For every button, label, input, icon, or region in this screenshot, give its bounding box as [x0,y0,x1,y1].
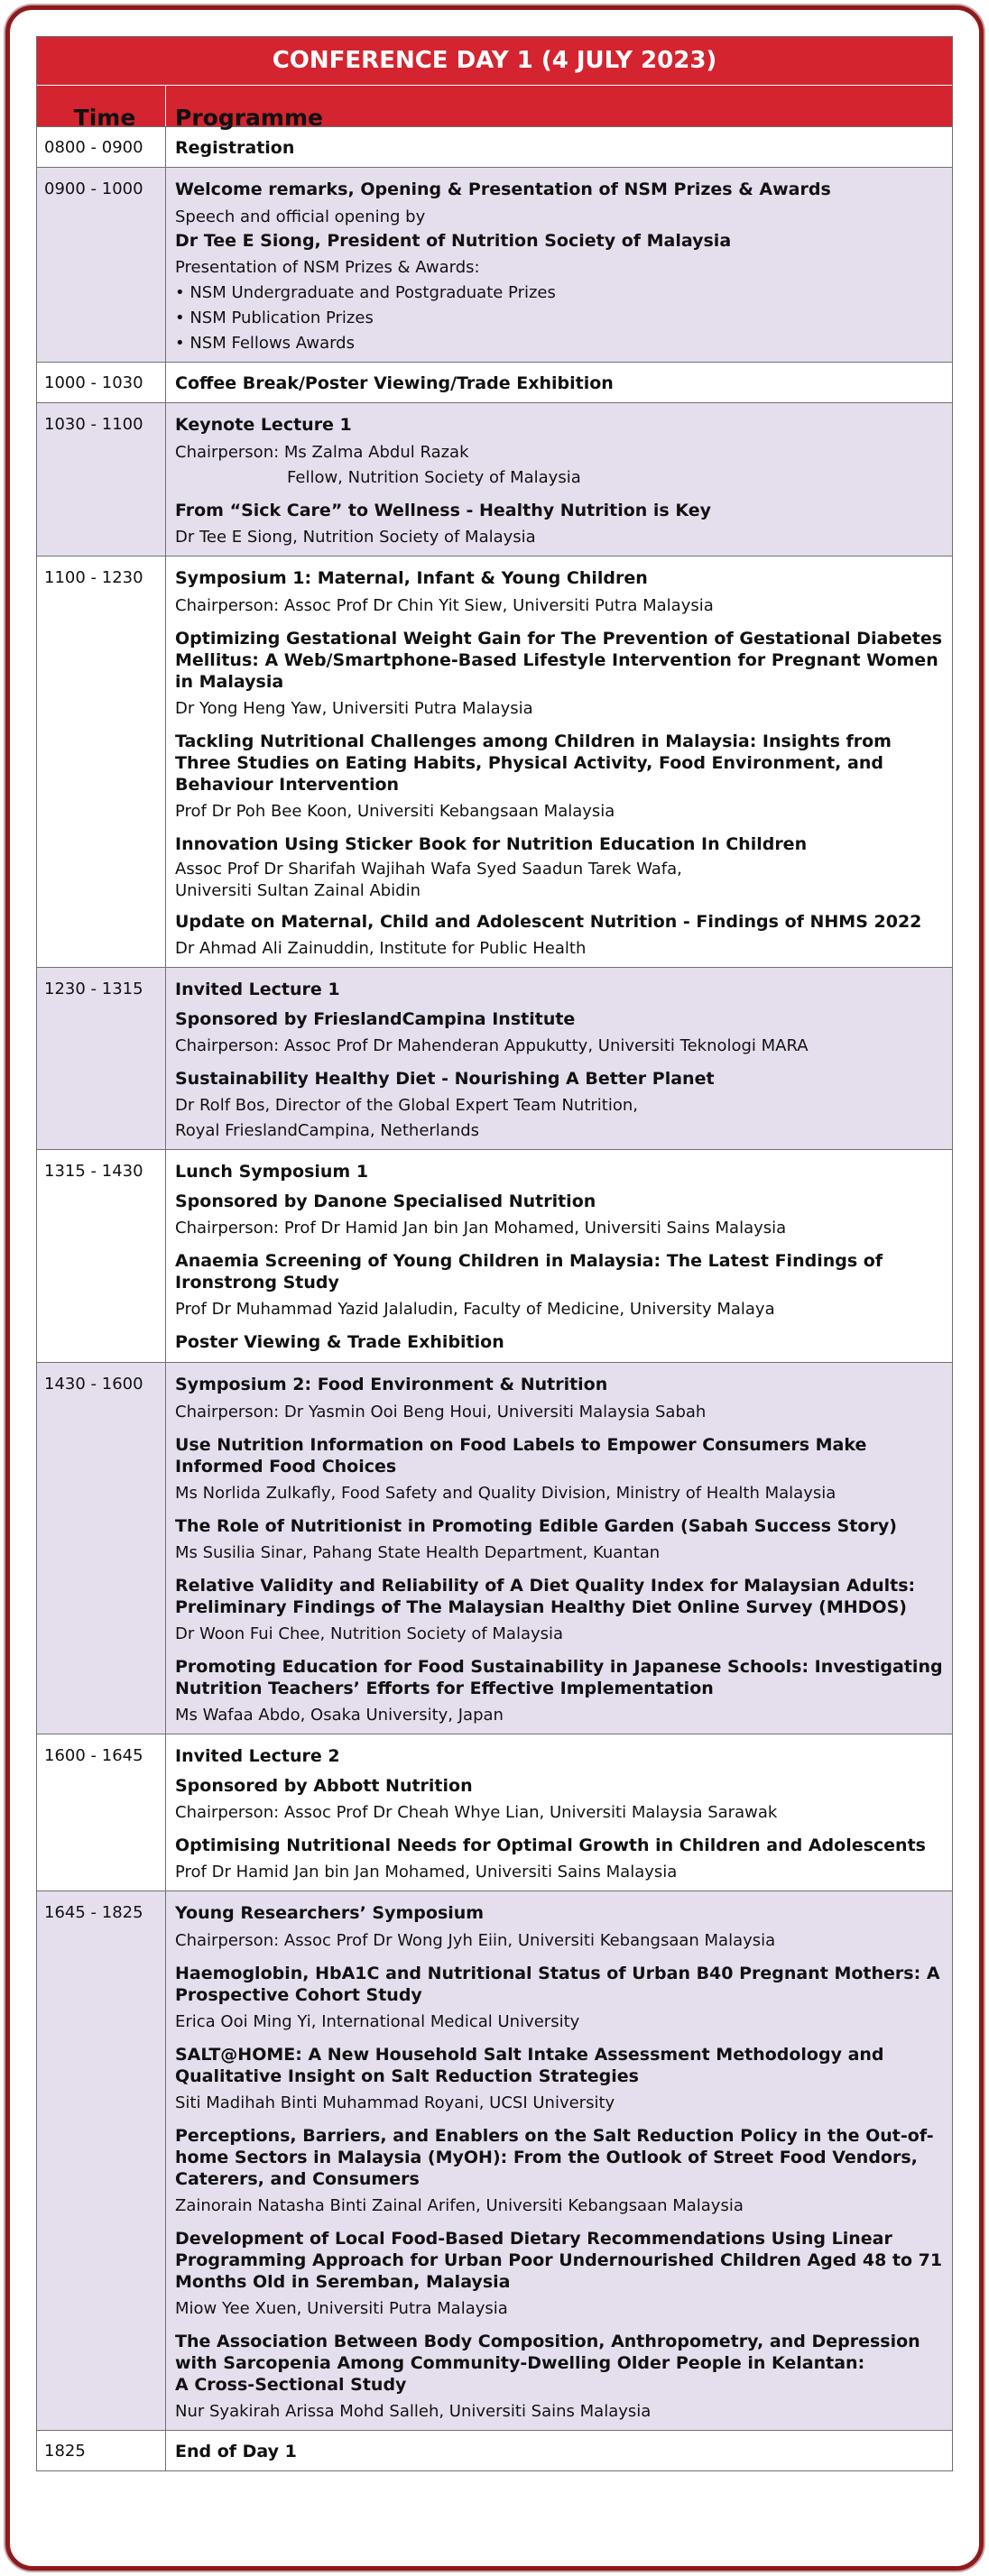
table-row [37,1149,952,1362]
row-programme [166,403,952,556]
session-heading: Lunch Symposium 1 [175,1162,369,1182]
session-heading: Coffee Break/Poster Viewing/Trade Exhibition [175,373,614,393]
list-item: • NSM Fellows Awards [175,331,945,356]
talk-title: Anaemia Screening of Young Children in Malaysia: The Latest Findings of Ironstrong Study [175,1251,883,1293]
talk-speaker: Zainorain Natasha Binti Zainal Arifen, Universiti Kebangsaan Malaysia [175,2196,744,2215]
session-text: Speech and official opening by [175,207,426,226]
row-time: 1645 - 1825 [37,1891,166,2430]
table-row [37,1362,952,1734]
row-time: 0800 - 0900 [37,127,166,167]
talk-title: Use Nutrition Information on Food Labels to Empower Consumers Make Informed Food Choices [175,1435,867,1477]
session-heading: Symposium 1: Maternal, Infant & Young Children [175,568,648,588]
row-time: 0900 - 1000 [37,168,166,362]
talk-title: Optimizing Gestational Weight Gain for The Prevention of Gestational Diabetes Mellitus: A Web/Smartphone-Based Lifestyle Intervention for Pregnant Women in Malaysia [175,629,943,692]
table-row [37,967,952,1149]
list-item: • NSM Undergraduate and Postgraduate Prizes [175,281,945,306]
row-programme [166,557,952,967]
session-heading: End of Day 1 [175,2442,297,2461]
table-row [37,1891,952,2430]
session-text: Presentation of NSM Prizes & Awards: [175,258,480,277]
talk-speaker-affiliation: Royal FrieslandCampina, Netherlands [175,1121,480,1140]
col-header-time: Time [37,86,166,126]
row-programme [166,1891,952,2430]
row-time: 1600 - 1645 [37,1734,166,1891]
talk-title: Innovation Using Sticker Book for Nutrition Education In Children [175,834,808,854]
talk-title: The Role of Nutritionist in Promoting Edible Garden (Sabah Success Story) [175,1516,897,1536]
chairperson: Chairperson: Assoc Prof Dr Mahenderan Appukutty, Universiti Teknologi MARA [175,1036,809,1055]
talk-speaker: Prof Dr Hamid Jan bin Jan Mohamed, Universiti Sains Malaysia [175,1863,678,1881]
table-row [37,362,952,402]
talk-title: Development of Local Food-Based Dietary Recommendations Using Linear Programming Approach for Urban Poor Undernourished Children Aged 48 to 71 Months Old in Seremban, Malaysia [175,2229,943,2292]
talk-title-continued: A Cross-Sectional Study [175,2375,407,2395]
speaker-name: Dr Tee E Siong, President of Nutrition Society of Malaysia [175,231,732,251]
chairperson: Chairperson: Assoc Prof Dr Chin Yit Siew, Universiti Putra Malaysia [175,596,714,615]
talk-speaker: Dr Woon Fui Chee, Nutrition Society of Malaysia [175,1624,564,1643]
row-time: 1230 - 1315 [37,968,166,1149]
row-time: 1825 [37,2431,166,2470]
talk-title: From “Sick Care” to Wellness - Healthy Nutrition is Key [175,501,712,520]
talk-speaker-affiliation: Universiti Sultan Zainal Abidin [175,881,421,900]
table-row [37,167,952,362]
row-time: 1315 - 1430 [37,1150,166,1362]
talk-speaker: Nur Syakirah Arissa Mohd Salleh, Universiti Sains Malaysia [175,2402,652,2421]
sponsor-text: Sponsored by Abbott Nutrition [175,1776,473,1796]
table-row [37,402,952,556]
row-time: 1430 - 1600 [37,1363,166,1734]
talk-speaker: Siti Madihah Binti Muhammad Royani, UCSI University [175,2093,615,2112]
table-row [37,1734,952,1891]
talk-speaker: Dr Tee E Siong, Nutrition Society of Malaysia [175,528,536,547]
talk-title: Optimising Nutritional Needs for Optimal Growth in Children and Adolescents [175,1835,926,1855]
talk-title: Perceptions, Barriers, and Enablers on the Salt Reduction Policy in the Out-of-home Sectors in Malaysia (MyOH): From the Outlook of Street Food Vendors, Caterers, and Consumers [175,2126,934,2189]
session-heading: Registration [175,138,295,158]
row-programme [166,127,952,167]
talk-speaker: Prof Dr Poh Bee Koon, Universiti Kebangsaan Malaysia [175,802,615,821]
row-programme [166,1363,952,1734]
table-row [37,2430,952,2470]
chairperson-affiliation: Fellow, Nutrition Society of Malaysia [287,468,581,487]
talk-speaker: Assoc Prof Dr Sharifah Wajihah Wafa Syed Saadun Tarek Wafa, [175,860,682,879]
row-programme [166,2431,952,2470]
row-programme [166,968,952,1149]
talk-speaker: Erica Ooi Ming Yi, International Medical University [175,2012,580,2031]
talk-speaker: Dr Yong Heng Yaw, Universiti Putra Malaysia [175,699,533,718]
talk-title: Haemoglobin, HbA1C and Nutritional Status of Urban B40 Pregnant Mothers: A Prospective Cohort Study [175,1964,940,2005]
chairperson: Chairperson: Prof Dr Hamid Jan bin Jan Mohamed, Universiti Sains Malaysia [175,1219,787,1237]
col-header-programme: Programme [175,105,323,131]
chairperson: Chairperson: Ms Zalma Abdul Razak [175,443,469,462]
row-programme [166,1734,952,1891]
sponsor-text: Sponsored by Danone Specialised Nutrition [175,1191,596,1211]
talk-title: Sustainability Healthy Diet - Nourishing A Better Planet [175,1069,715,1089]
programme-table [36,36,953,2471]
row-programme [166,1150,952,1362]
session-heading: Invited Lecture 1 [175,980,340,999]
talk-speaker: Ms Susilia Sinar, Pahang State Health Department, Kuantan [175,1543,661,1562]
chairperson: Chairperson: Assoc Prof Dr Wong Jyh Eiin, Universiti Kebangsaan Malaysia [175,1931,776,1950]
list-item: • NSM Publication Prizes [175,306,945,331]
table-header [37,86,952,131]
session-heading: Welcome remarks, Opening & Presentation of NSM Prizes & Awards [175,179,831,199]
chairperson: Chairperson: Assoc Prof Dr Cheah Whye Lian, Universiti Malaysia Sarawak [175,1803,778,1822]
talk-title: Tackling Nutritional Challenges among Children in Malaysia: Insights from Three Studies on Eating Habits, Physical Activity, Food Environment, and Behaviour Intervention [175,731,892,795]
talk-speaker: Ms Wafaa Abdo, Osaka University, Japan [175,1706,504,1725]
table-row [37,126,952,167]
session-heading: Symposium 2: Food Environment & Nutrition [175,1375,608,1394]
session-heading: Keynote Lecture 1 [175,415,352,435]
session-extra: Poster Viewing & Trade Exhibition [175,1332,504,1352]
row-time: 1030 - 1100 [37,403,166,556]
talk-speaker: Dr Ahmad Ali Zainuddin, Institute for Public Health [175,939,587,958]
table-title: CONFERENCE DAY 1 (4 JULY 2023) [37,37,952,86]
session-heading: Young Researchers’ Symposium [175,1903,485,1923]
talk-speaker: Ms Norlida Zulkafly, Food Safety and Quality Division, Ministry of Health Malaysia [175,1484,836,1503]
row-time: 1000 - 1030 [37,363,166,402]
sponsor-text: Sponsored by FrieslandCampina Institute [175,1009,576,1029]
chairperson: Chairperson: Dr Yasmin Ooi Beng Houi, Universiti Malaysia Sabah [175,1403,707,1421]
talk-speaker: Dr Rolf Bos, Director of the Global Expert Team Nutrition, [175,1096,638,1115]
row-time: 1100 - 1230 [37,557,166,967]
talk-title: Promoting Education for Food Sustainability in Japanese Schools: Investigating Nutrition Teachers’ Efforts for Effective Implementation [175,1657,943,1698]
talk-title: Relative Validity and Reliability of A Diet Quality Index for Malaysian Adults: Preliminary Findings of The Malaysian Healthy Diet Online Survey (MHDOS) [175,1576,916,1617]
talk-title: The Association Between Body Composition, Anthropometry, and Depression with Sarcopenia Among Community-Dwelling Older People in Kelantan: [175,2332,920,2373]
talk-speaker: Prof Dr Muhammad Yazid Jalaludin, Faculty of Medicine, University Malaya [175,1300,775,1319]
row-programme [166,168,952,362]
talk-speaker: Miow Yee Xuen, Universiti Putra Malaysia [175,2299,508,2318]
talk-title: SALT@HOME: A New Household Salt Intake Assessment Methodology and Qualitative Insight on Salt Reduction Strategies [175,2045,884,2086]
row-programme [166,363,952,402]
session-heading: Invited Lecture 2 [175,1746,340,1766]
talk-title: Update on Maternal, Child and Adolescent Nutrition - Findings of NHMS 2022 [175,912,922,932]
table-row [37,556,952,967]
